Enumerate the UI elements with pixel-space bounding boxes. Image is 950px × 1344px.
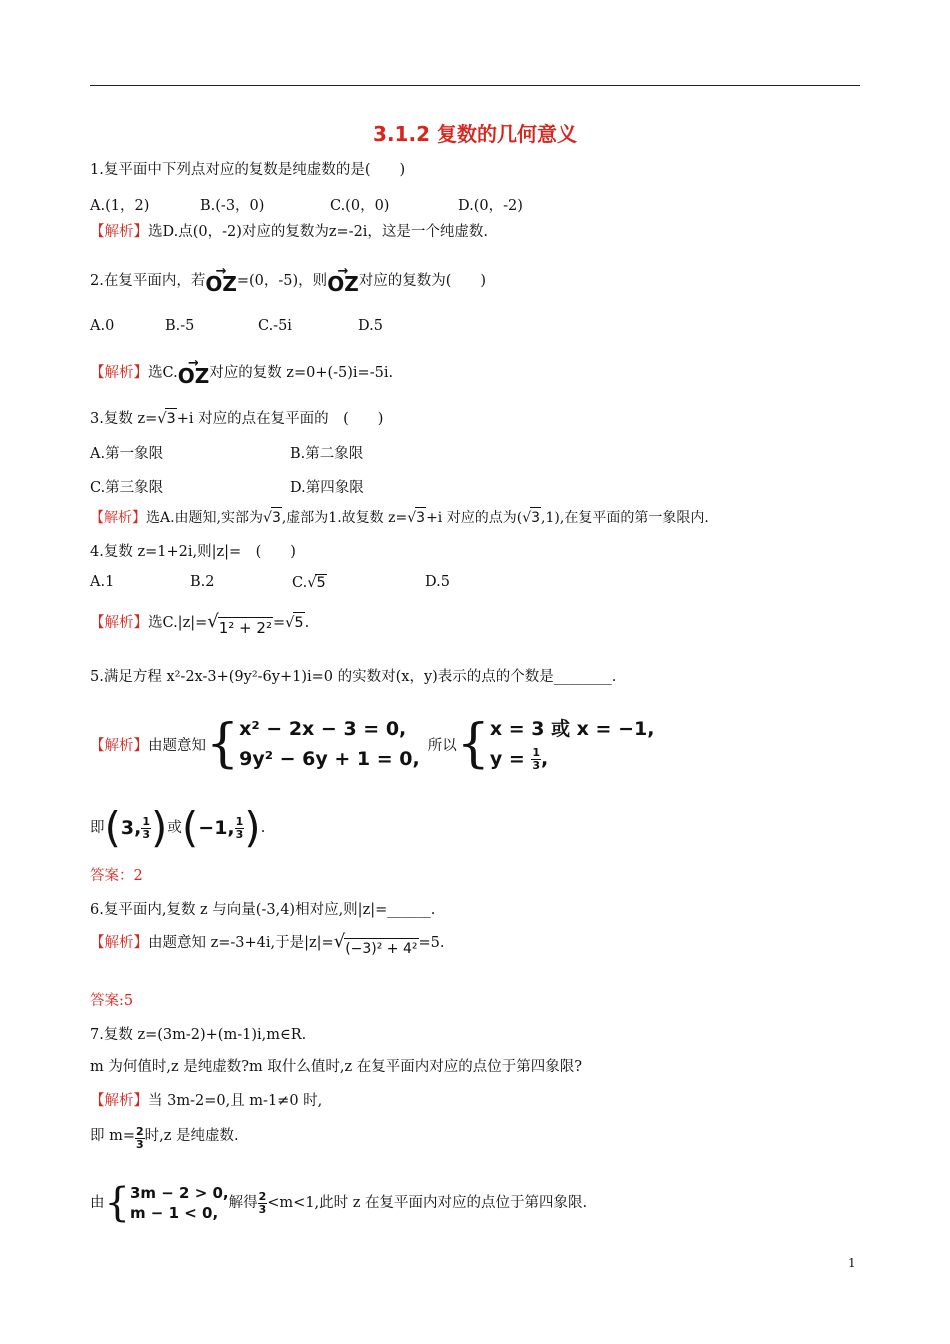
q5-analysis-a: 由题意知 <box>148 737 206 754</box>
q3-radicand: 3 <box>271 507 282 528</box>
sqrt-icon: √ <box>263 510 272 526</box>
q2-stem-c: 对应的复数为( ) <box>358 273 487 289</box>
left-brace-icon: { <box>104 1180 130 1226</box>
sqrt-icon: √ <box>157 411 167 427</box>
fraction-one-third <box>235 816 245 841</box>
left-brace-icon: { <box>456 714 490 774</box>
vector-oz: → OZ <box>178 358 210 386</box>
q4-option-c-label: C. <box>292 575 308 591</box>
q5-solution: 即 ( 3, $\frac{1}{3}$ ) 或 ( −1, $\frac{1}{3}$ ) . <box>90 803 266 852</box>
q1-stem: 1.复平面中下列点对应的复数是纯虚数的是( ) <box>90 162 406 178</box>
q2-analysis-b: 对应的复数 z=0+(-5)i=-5i. <box>209 365 394 381</box>
q7-analysis <box>90 1091 322 1111</box>
q7-pure-imaginary <box>90 1126 239 1162</box>
q2-option-a: A.0 <box>90 318 115 334</box>
page-title: 3.1.2 复数的几何意义 <box>373 122 577 146</box>
paren-open-icon: ( <box>181 803 199 852</box>
q3-analysis-a: 选A.由题知,实部为 <box>146 510 264 526</box>
q3-stem <box>90 408 383 429</box>
q2-analysis-a: 选C. <box>148 365 178 381</box>
q3-stem-b: +i 对应的点在复平面的 ( ) <box>176 411 384 427</box>
q6-answer-value: 5 <box>123 993 134 1009</box>
q1-analysis <box>90 222 488 242</box>
q7-question: m 为何值时,z 是纯虚数?m 取什么值时,z 在复平面内对应的点位于第四象限? <box>90 1059 582 1075</box>
analysis-label: 【解析】 <box>90 510 146 526</box>
q7-jiede: 解得 <box>228 1195 258 1211</box>
q3-stem-a: 3.复数 z= <box>90 411 158 427</box>
q6-answer <box>90 991 133 1011</box>
q3-analysis <box>90 507 709 528</box>
sqrt-icon: √ <box>333 931 346 952</box>
q3-option-b: B.第二象限 <box>290 446 364 462</box>
q5-system-2 <box>490 714 655 774</box>
q2-option-d: D.5 <box>358 318 383 334</box>
frac-den: 3 <box>235 827 244 841</box>
q2-analysis <box>90 358 393 386</box>
fraction-one-third <box>531 747 541 772</box>
page-number: 1 <box>848 1256 856 1270</box>
answer-label: 答案: <box>90 993 124 1009</box>
analysis-label: 【解析】 <box>90 224 148 240</box>
fraction-one-third <box>141 816 151 841</box>
frac-num: 1 <box>532 746 541 759</box>
q2-stem-a: 2.在复平面内，若 <box>90 273 206 289</box>
q4-analysis-eq: = <box>272 615 286 631</box>
q5-analysis-b: 所以 <box>427 737 457 754</box>
q5-system-2-eq2: y = $\frac{1}{3}$ , <box>489 746 549 772</box>
q2-stem <box>90 266 486 294</box>
q3-analysis-d: ,1),在复平面的第一象限内. <box>541 510 709 526</box>
q3-analysis-b: ,虚部为1.故复数 z= <box>281 510 408 526</box>
vector-oz: → OZ <box>205 266 237 294</box>
frac-den: 3 <box>532 759 541 772</box>
q6-analysis-a: 由题意知 z=-3+4i,于是|z|= <box>148 935 334 951</box>
analysis-label: 【解析】 <box>90 615 148 631</box>
q5-answer-value: 2 <box>133 868 143 884</box>
q4-analysis-end: . <box>304 615 310 631</box>
q3-option-a: A.第一象限 <box>90 446 164 462</box>
paren-close-icon: ) <box>151 803 168 852</box>
q5-y-eq: y = <box>489 748 532 770</box>
sqrt-icon: √ <box>285 615 295 631</box>
q5-ji: 即 <box>90 820 105 836</box>
q7-stem: 7.复数 z=(3m-2)+(m-1)i,m∈R. <box>90 1027 307 1043</box>
frac-den: 3 <box>258 1202 267 1216</box>
paren-open-icon: ( <box>104 803 121 852</box>
frac-num: 1 <box>235 814 244 828</box>
q1-analysis-text: 选D.点(0，-2)对应的复数为z=-2i，这是一个纯虚数. <box>148 224 489 240</box>
q5-system-1-eq1: x² − 2x − 3 = 0, <box>239 718 407 740</box>
q2-option-c: C.-5i <box>258 318 292 334</box>
q3-option-c: C.第三象限 <box>90 480 164 496</box>
sqrt-icon: √ <box>307 575 317 591</box>
fraction-two-thirds <box>135 1126 145 1151</box>
q7-system-eq2: m − 1 < 0, <box>129 1204 219 1222</box>
q7-ji: 即 m= <box>90 1128 136 1144</box>
analysis-label: 【解析】 <box>90 1093 148 1109</box>
q5-analysis <box>90 706 654 782</box>
frac-den: 3 <box>142 827 150 841</box>
q7-shi: 时,z 是纯虚数. <box>144 1128 239 1144</box>
q5-huo: 或 <box>167 820 182 836</box>
frac-num: 1 <box>142 814 150 828</box>
q5-answer <box>90 866 143 886</box>
q1-option-d: D.(0，-2) <box>458 198 523 214</box>
q4-option-b: B.2 <box>190 574 215 590</box>
q5-system-1 <box>239 714 420 774</box>
q3-radicand: 3 <box>530 507 541 528</box>
q4-option-d: D.5 <box>425 574 450 590</box>
frac-num: 2 <box>258 1189 267 1203</box>
q6-analysis-root: (−3)² + 4² <box>344 938 418 959</box>
analysis-label: 【解析】 <box>90 365 148 381</box>
q7-analysis-a: 当 3m-2=0,且 m-1≠0 时, <box>148 1093 323 1109</box>
analysis-label: 【解析】 <box>90 737 148 754</box>
paren-close-icon: ) <box>244 803 261 852</box>
header-rule <box>90 85 860 86</box>
q7-system-eq1: 3m − 2 > 0, <box>129 1184 229 1202</box>
q4-option-c-radicand: 5 <box>316 575 326 591</box>
q7-system <box>130 1183 229 1223</box>
q7-fourth-quadrant <box>90 1180 587 1226</box>
frac-den: 3 <box>136 1138 144 1151</box>
q2-stem-b: =(0，-5)，则 <box>236 273 328 289</box>
vector-oz: → OZ <box>327 266 359 294</box>
q4-analysis-a: 选C.|z|= <box>148 615 208 631</box>
q6-analysis-b: =5. <box>418 935 445 951</box>
sqrt-icon: √ <box>522 510 532 526</box>
q4-stem: 4.复数 z=1+2i,则|z|= ( ) <box>90 544 296 560</box>
q5-pair2: −1, <box>198 817 235 839</box>
q1-option-b: B.(-3，0) <box>200 198 265 214</box>
q5-stem: 5.满足方程 x²-2x-3+(9y²-6y+1)i=0 的实数对(x，y)表示的点的个数是________. <box>90 669 617 685</box>
q6-analysis <box>90 932 445 959</box>
q4-analysis-result: 5 <box>293 612 304 633</box>
q4-option-c <box>292 574 327 591</box>
q4-analysis-root: 1² + 2² <box>218 619 272 637</box>
fraction-two-thirds <box>258 1191 268 1216</box>
sqrt-icon: √ <box>207 611 219 632</box>
q4-analysis <box>90 612 309 638</box>
sqrt-icon: √ <box>407 510 417 526</box>
analysis-label: 【解析】 <box>90 935 148 951</box>
q6-stem: 6.复平面内,复数 z 与向量(-3,4)相对应,则|z|=______. <box>90 902 436 918</box>
q1-option-c: C.(0，0) <box>330 198 390 214</box>
q3-analysis-c: +i 对应的点为( <box>426 510 523 526</box>
q4-option-a: A.1 <box>90 574 115 590</box>
q5-system-2-eq1: x = 3 或 x = −1, <box>489 718 655 740</box>
left-brace-icon: { <box>206 714 240 774</box>
q7-result: <m<1,此时 z 在复平面内对应的点位于第四象限. <box>267 1195 588 1211</box>
q2-option-b: B.-5 <box>165 318 195 334</box>
q1-option-a: A.(1，2) <box>90 198 150 214</box>
q7-you: 由 <box>90 1195 105 1211</box>
q5-pair1: 3, <box>120 817 142 839</box>
frac-num: 2 <box>136 1125 144 1138</box>
q3-radicand: 3 <box>415 507 426 528</box>
answer-label: 答案： <box>90 868 134 884</box>
q3-radicand: 3 <box>165 408 176 429</box>
q3-option-d: D.第四象限 <box>290 480 364 496</box>
q5-system-1-eq2: 9y² − 6y + 1 = 0, <box>239 748 420 770</box>
